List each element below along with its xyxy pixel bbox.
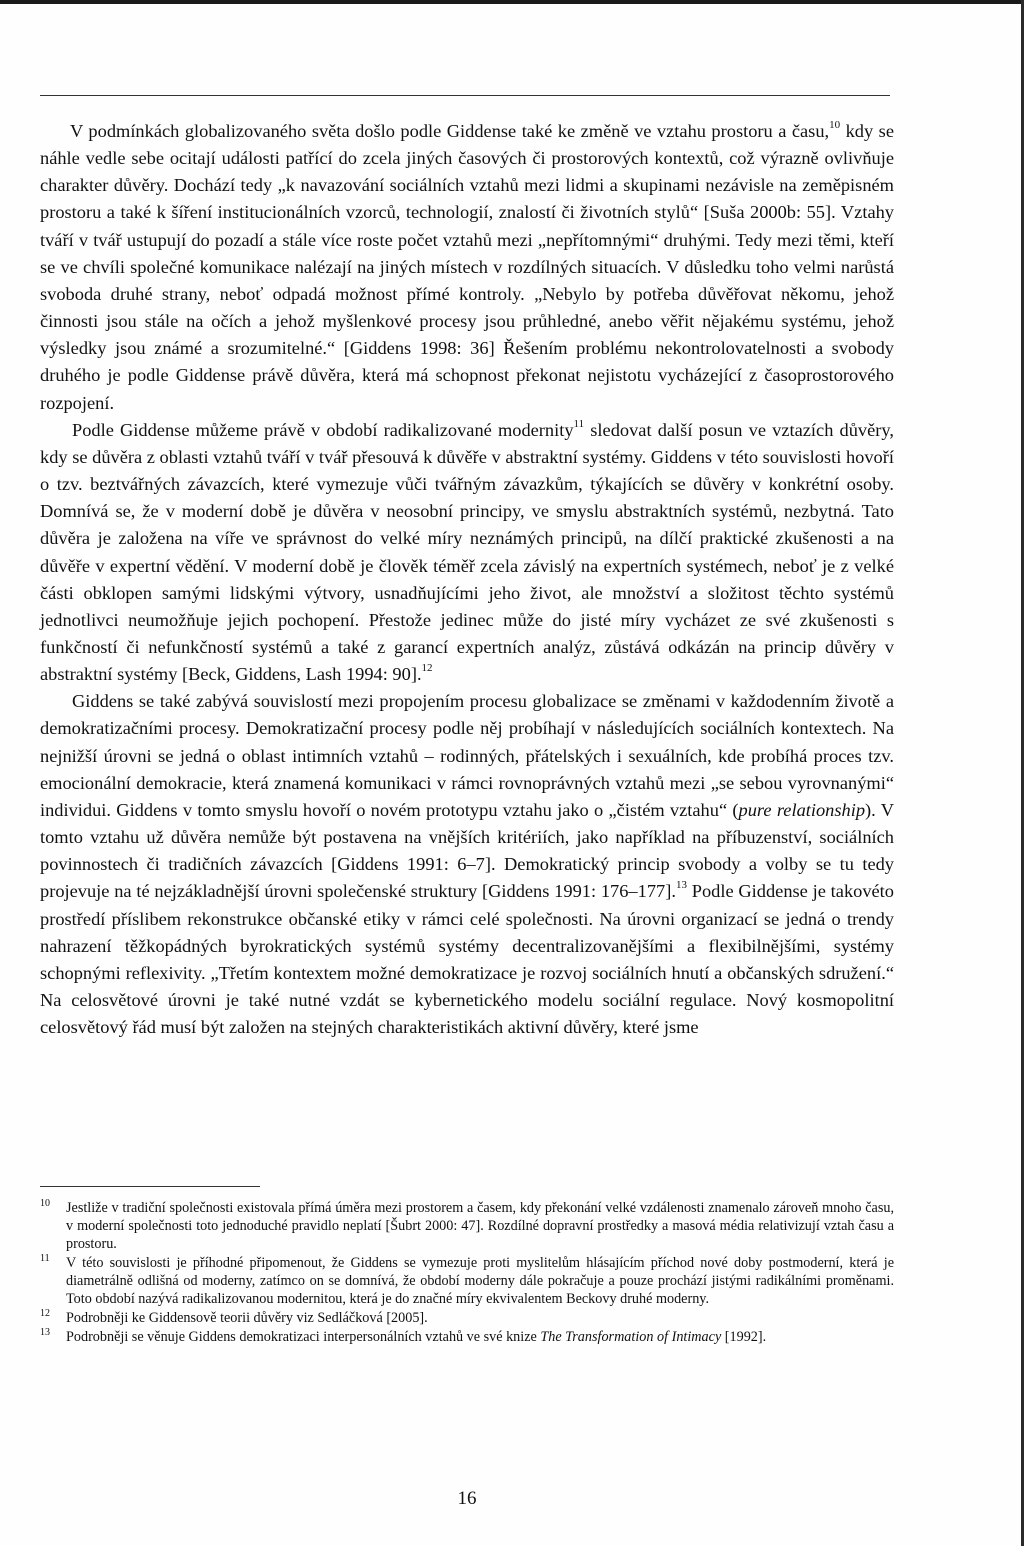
footnotes — [40, 1199, 894, 1347]
paragraph-3-text-c: Podle Giddense je takovéto prostředí příslibem rekonstrukce občanské etiky v rámci celé společnosti. Na úrovni organizací se jedná o trendy nahrazení těžkopádných byrokratických systémů systémy decentralizovanějšími a flexibilnějšími, systémy schopnými reflexivity. „Třetím kontextem možné demokratizace je rozvoj sociálních hnutí a občanských sdružení.“ Na celosvětové úrovni je také nutné vzdát se kybernetického modelu sociální regulace. Nový kosmopolitní celosvětový řád musí být založen na stejných charakteristikách aktivní důvěry, které jsme — [40, 881, 894, 1038]
header-rule — [40, 95, 890, 96]
paragraph-2-text-a: Podle Giddense můžeme právě v období radikalizované modernity — [72, 419, 574, 440]
scan-border-top — [0, 0, 1024, 4]
footnote-11: 11 V této souvislosti je příhodné připomenout, že Giddens se vymezuje proti myslitelům hlásajícím příchod nové doby postmoderní, která je diametrálně odlišná od moderny, zatímco on se domnívá, že období moderny dále pokračuje a pouze prochází jistými radikálními proměnami. Toto období nazývá radikalizovanou modernitou, která je do značné míry ekvivalentem Beckovy druhé moderny. — [40, 1253, 894, 1307]
footnote-13-book-title: The Transformation of Intimacy — [540, 1329, 722, 1345]
footnote-12-text: Podrobněji ke Giddensově teorii důvěry viz Sedláčková [2005]. — [66, 1310, 428, 1326]
footnote-ref-10: 10 — [829, 118, 841, 131]
paragraph-2-text-b: sledovat další posun ve vztazích důvěry, kdy se důvěra z oblasti vztahů tváří v tvář přesouvá k důvěře v abstraktní systémy. Giddens v této souvislosti hovoří o tzv. beztvářných závazcích, které vymezuje vůči tvářným závazkům, týkajících se důvěry v konkrétní osoby. Domnívá se, že v moderní době je důvěra v neosobní principy, ve smyslu abstraktních systémů, nezbytná. Tato důvěra je založena na víře ve správnost do velké míry neznámých principů, na dílčí praktické zkušenosti a na důvěře v expertní vědění. V moderní době je člověk téměř zcela závislý na expertních systémech, neboť je z velké části obklopen samými lidskými výtvory, usnadňujícími jeho život, ale množství a složitost těchto systémů jednotlivci neumožňuje jejich pochopení. Přestože jedinec může do jisté míry vycházet ze své zkušenosti s funkčností či nefunkčností systémů a také z garancí expertních analýz, zůstává odkázán na princip důvěry v abstraktní systémy [Beck, Giddens, Lash 1994: 90]. — [40, 419, 894, 685]
footnote-12: 12 Podrobněji ke Giddensově teorii důvěry viz Sedláčková [2005]. — [40, 1308, 428, 1326]
paragraph-3-text-a: Giddens se také zabývá souvislostí mezi propojením procesu globalizace se změnami v každodenním životě a demokratizačními procesy. Demokratizační procesy podle něj probíhají v následujících sociálních kontextech. Na nejnižší úrovni se jedná o oblast intimních vztahů – rodinných, přátelských i sexuálních, kde probíhá proces tzv. emocionální demokracie, která znamená komunikaci v rámci rovnoprávných vztahů mezi „se sebou vyrovnanými“ individui. Giddens v tomto smyslu hovoří o novém prototypu vztahu jako o „čistém vztahu“ ( — [40, 691, 894, 820]
body-text — [40, 118, 894, 1041]
page-number: 16 — [457, 1488, 477, 1509]
paragraph-2 — [40, 417, 894, 689]
paragraph-1-text-a: V podmínkách globalizovaného světa došlo podle Giddense také ke změně ve vztahu prostoru a času, — [70, 121, 830, 141]
footnote-13-text-b: [1992]. — [721, 1329, 767, 1345]
footnote-13: 13 Podrobněji se věnuje Giddens demokratizaci interpersonálních vztahů ve své knize The Transformation of Intimacy [1992]. — [40, 1327, 767, 1345]
footnote-13-text-a: Podrobněji se věnuje Giddens demokratizaci interpersonálních vztahů ve své knize — [66, 1329, 541, 1345]
footnote-ref-12: 12 — [421, 662, 433, 674]
paragraph-3-italic: pure relationship — [738, 799, 866, 820]
footnote-11-text: V této souvislosti je příhodné připomenout, že Giddens se vymezuje proti myslitelům hlásajícím příchod nové doby postmoderní, která je diametrálně odlišná od moderny, zatímco on se domnívá, že období moderny dále pokračuje a pouze prochází jistými radikálními proměnami. Toto období nazývá radikalizovanou modernitou, která je do značné míry ekvivalentem Beckovy druhé moderny. — [66, 1255, 894, 1307]
paragraph-1 — [40, 118, 894, 417]
footnote-10-text: Jestliže v tradiční společnosti existovala přímá úměra mezi prostorem a časem, kdy překonání velké vzdálenosti znamenalo zároveň mnoho času, v moderní společnosti toto jednoduché pravidlo neplatí [Šubrt 2000: 47]. Rozdílné dopravní prostředky a masová média relativizují vztah času a prostoru. — [66, 1200, 894, 1252]
footnote-10: 10 Jestliže v tradiční společnosti existovala přímá úměra mezi prostorem a časem, kdy překonání velké vzdálenosti znamenalo zároveň mnoho času, v moderní společnosti toto jednoduché pravidlo neplatí [Šubrt 2000: 47]. Rozdílné dopravní prostředky a masová média relativizují vztah času a prostoru. — [40, 1198, 894, 1252]
paragraph-3 — [40, 688, 894, 1041]
footnote-ref-13: 13 — [675, 879, 687, 892]
footnote-ref-11: 11 — [573, 417, 585, 430]
paragraph-1-text-b: kdy se náhle vedle sebe ocitají události patřící do zcela jiných časových či prostorových kontextů, což výrazně ovlivňuje charakter důvěry. Dochází tedy „k navazování sociálních vztahů mezi lidmi a skupinami nezávisle na zeměpisném prostoru a také k šíření institucionálních vzorců, technologií, znalostí či životních stylů“ [Suša 2000b: 55]. Vztahy tváří v tvář ustupují do pozadí a stále více roste počet vztahů mezi „nepřítomnými“ druhými. Tedy mezi těmi, kteří se ve chvíli společné komunikace nalézají na jiných místech v rozdílných situacích. V důsledku toho velmi narůstá svoboda druhé strany, neboť odpadá možnost přímé kontroly. „Nebylo by potřeba důvěřovat někomu, jehož činnosti jsou stále na očích a jehož myšlenkové procesy jsou průhledné, anebo věřit nějakému systému, jehož výsledky jsou známé a srozumitelné.“ [Giddens 1998: 36] Řešením problému nekontrolovatelnosti a svobody druhého je podle Giddense právě důvěra, která má schopnost překonat nejistotu vycházející z časoprostorového rozpojení. — [40, 121, 894, 413]
paragraph-3-text-b: ). V tomto vztahu už důvěra nemůže být postavena na vnějších kritériích, jako například na příbuzenství, sociálních povinnostech či tradičních závazcích [Giddens 1991: 6–7]. Demokratický princip svobody a volby se tu tedy projevuje na té nejzákladnější úrovni společenské struktury [Giddens 1991: 176–177]. — [40, 799, 894, 902]
footnote-rule — [40, 1186, 260, 1187]
